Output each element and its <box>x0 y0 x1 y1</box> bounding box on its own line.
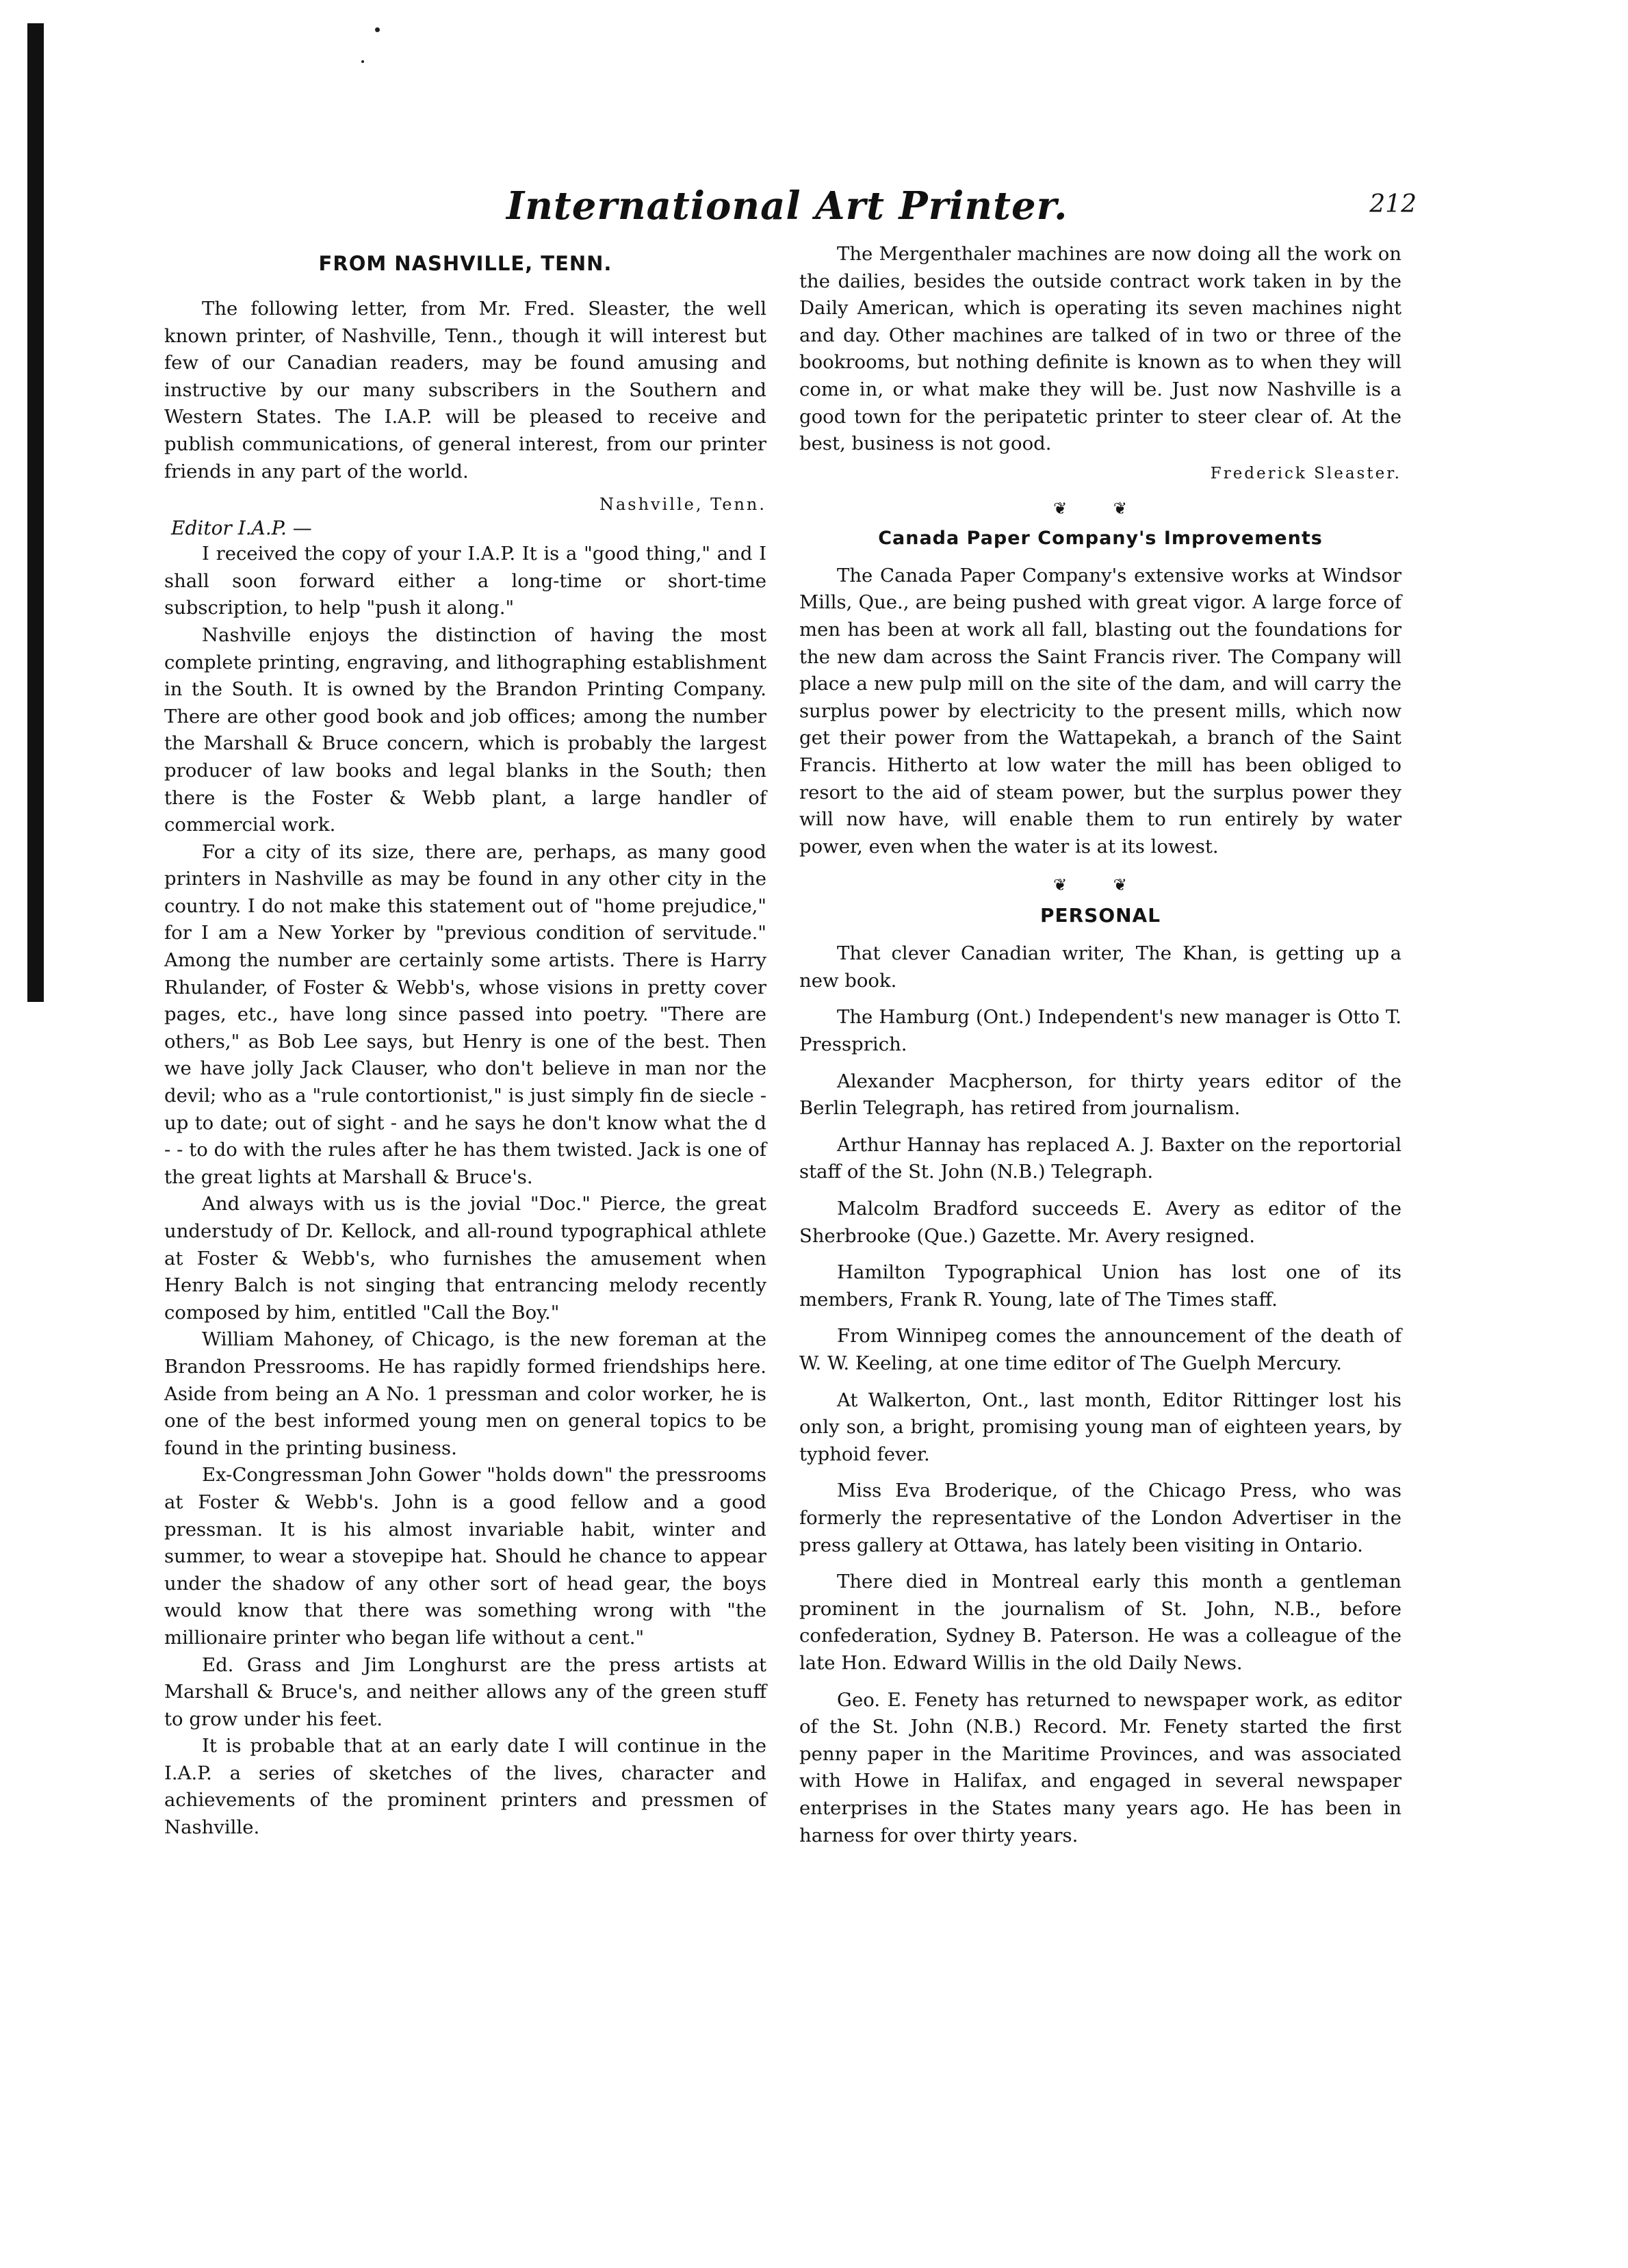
article-title-canada-paper: Canada Paper Company's Improvements <box>878 527 1323 549</box>
page-speck <box>375 27 380 32</box>
personal-item: The Hamburg (Ont.) Independent's new manager is Otto T. Pressprich. <box>799 1006 1401 1056</box>
letter-signature: Frederick Sleaster. <box>1210 464 1401 482</box>
letter-place: Nashville, Tenn. <box>599 495 766 515</box>
letter-paragraph: Ed. Grass and Jim Longhurst are the press artists at Marshall & Bruce's, and neither allows any of the green stuff to grow under his feet. <box>164 1653 766 1730</box>
letter-paragraph: William Mahoney, of Chicago, is the new foreman at the Brandon Pressrooms. He has rapidly formed friendships here. Aside from being an A No. 1 pressman and color worker, he is one of the best informed young men on general topics to be found in the printing business. <box>164 1328 766 1459</box>
personal-item: Arthur Hannay has replaced A. J. Baxter on the reportorial staff of the St. John (N.B.) Telegraph. <box>799 1133 1401 1183</box>
article-title-nashville: FROM NASHVILLE, TENN. <box>318 252 612 275</box>
personal-item: Miss Eva Broderique, of the Chicago Press, who was formerly the representative of the London Advertiser in the press gallery at Ottawa, has lately been visiting in Ontario. <box>799 1480 1401 1556</box>
page-header <box>506 183 1417 238</box>
letter-paragraph: I received the copy of your I.A.P. It is a "good thing," and I shall soon forward either a long-time or short-time subscription, to help "push it along." <box>164 543 766 619</box>
letter-salutation: Editor I.A.P. — <box>171 517 312 540</box>
letter-paragraph: Ex-Congressman John Gower "holds down" the pressrooms at Foster & Webb's. John is a good fellow and a good pressman. It is his almost invariable habit, winter and summer, to wear a stovepipe hat. Should he chance to appear under the shadow of any other sort of head gear, the boys would know that there was something wrong with "the millionaire printer who began life without a cent." <box>164 1464 766 1649</box>
personal-item: Malcolm Bradford succeeds E. Avery as editor of the Sherbrooke (Que.) Gazette. Mr. Avery resigned. <box>799 1198 1401 1247</box>
letter-paragraph: Nashville enjoys the distinction of having the most complete printing, engraving, and lithographing establishment in the South. It is owned by the Brandon Printing Company. There are other good book and job offices; among the number the Marshall & Bruce concern, which is probably the largest producer of law books and legal blanks in the South; then there is the Foster & Webb plant, a large handler of commercial work. <box>164 623 766 836</box>
page-number: 212 <box>1369 190 1417 218</box>
section-ornament: ❦ ❦ <box>1053 498 1148 518</box>
margin-rule <box>27 23 44 1002</box>
personal-item: Hamilton Typographical Union has lost one of its members, Frank R. Young, late of The Times staff. <box>799 1261 1401 1311</box>
letter-paragraph: And always with us is the jovial "Doc." Pierce, the great understudy of Dr. Kellock, and all-round typographical athlete at Foster & Webb's, who furnishes the amusement when Henry Balch is not singing that entrancing melody recently composed by him, entitled "Call the Boy." <box>164 1193 766 1324</box>
letter-paragraph: It is probable that at an early date I will continue in the I.A.P. a series of sketches of the lives, character and achievements of the prominent printers and pressmen of Nashville. <box>164 1735 766 1839</box>
personal-item: Geo. E. Fenety has returned to newspaper work, as editor of the St. John (N.B.) Record. Mr. Fenety started the first penny paper in the Maritime Provinces, and was associated with Howe in Halifax, and engaged in several newspaper enterprises in the States many years ago. He has been in harness for over thirty years. <box>799 1688 1401 1846</box>
page-speck <box>361 60 364 63</box>
article-title-personal: PERSONAL <box>1039 904 1161 927</box>
article-body: The Canada Paper Company's extensive works at Windsor Mills, Que., are being pushed with great vigor. A large force of men has been at work all fall, blasting out the foundations for the new dam across the Saint Francis river. The Company will place a new pulp mill on the site of the dam, and will carry the surplus power by electricity to the present mills, which now get their power from the Wattapekah, a branch of the Saint Francis. Hitherto at low water the mill has been obliged to resort to the aid of steam power, but the surplus power they will now have, will enable them to run entirely by water power, even when the water is at its lowest. <box>799 564 1401 858</box>
personal-item: Alexander Macpherson, for thirty years editor of the Berlin Telegraph, has retired from journalism. <box>799 1070 1401 1120</box>
right-column <box>799 241 1401 1859</box>
personal-item: From Winnipeg comes the announcement of the death of W. W. Keeling, at one time editor of The Guelph Mercury. <box>799 1325 1401 1374</box>
personal-item: There died in Montreal early this month a gentleman prominent in the journalism of St. John, N.B., before confederation, Sydney B. Paterson. He was a colleague of the late Hon. Edward Willis in the old Daily News. <box>799 1571 1401 1674</box>
left-column <box>164 246 766 1842</box>
personal-item: At Walkerton, Ont., last month, Editor Rittinger lost his only son, a bright, promising young man of eighteen years, by typhoid fever. <box>799 1389 1401 1465</box>
letter-paragraph-continued: The Mergenthaler machines are now doing all the work on the dailies, besides the outside contract work taken in by the Daily American, which is operating its seven machines night and day. Other machines are talked of in two or three of the bookrooms, but nothing definite is known as to when they will come in, or what make they will be. Just now Nashville is a good town for the peripatetic printer to steer clear of. At the best, business is not good. <box>799 243 1401 455</box>
masthead: International Art Printer. <box>506 183 1068 229</box>
letter-paragraph: For a city of its size, there are, perhaps, as many good printers in Nashville as may be found in any other city in the country. I do not make this statement out of "home prejudice," for I am a New Yorker by "previous condition of servitude." Among the number are certainly some artists. There is Harry Rhulander, of Foster & Webb's, whose visions in pretty cover pages, etc., have long since passed into poetry. "There are others," as Bob Lee says, but Henry is one of the best. Then we have jolly Jack Clauser, who don't believe in man nor the devil; who as a "rule contortionist," is just simply fin de siecle - up to date; out of sight - and he says he don't know what the d - - to do with the rules after he has them twisted. Jack is one of the great lights at Marshall & Bruce's. <box>164 840 766 1188</box>
section-ornament: ❦ ❦ <box>1053 875 1148 895</box>
article-intro: The following letter, from Mr. Fred. Sleaster, the well known printer, of Nashville, Tenn., though it will interest but few of our Canadian readers, may be found amusing and instructive by our many subscribers in the Southern and Western States. The I.A.P. will be pleased to receive and publish communications, of general interest, from our printer friends in any part of the world. <box>164 298 766 482</box>
personal-item: That clever Canadian writer, The Khan, is getting up a new book. <box>799 942 1401 992</box>
